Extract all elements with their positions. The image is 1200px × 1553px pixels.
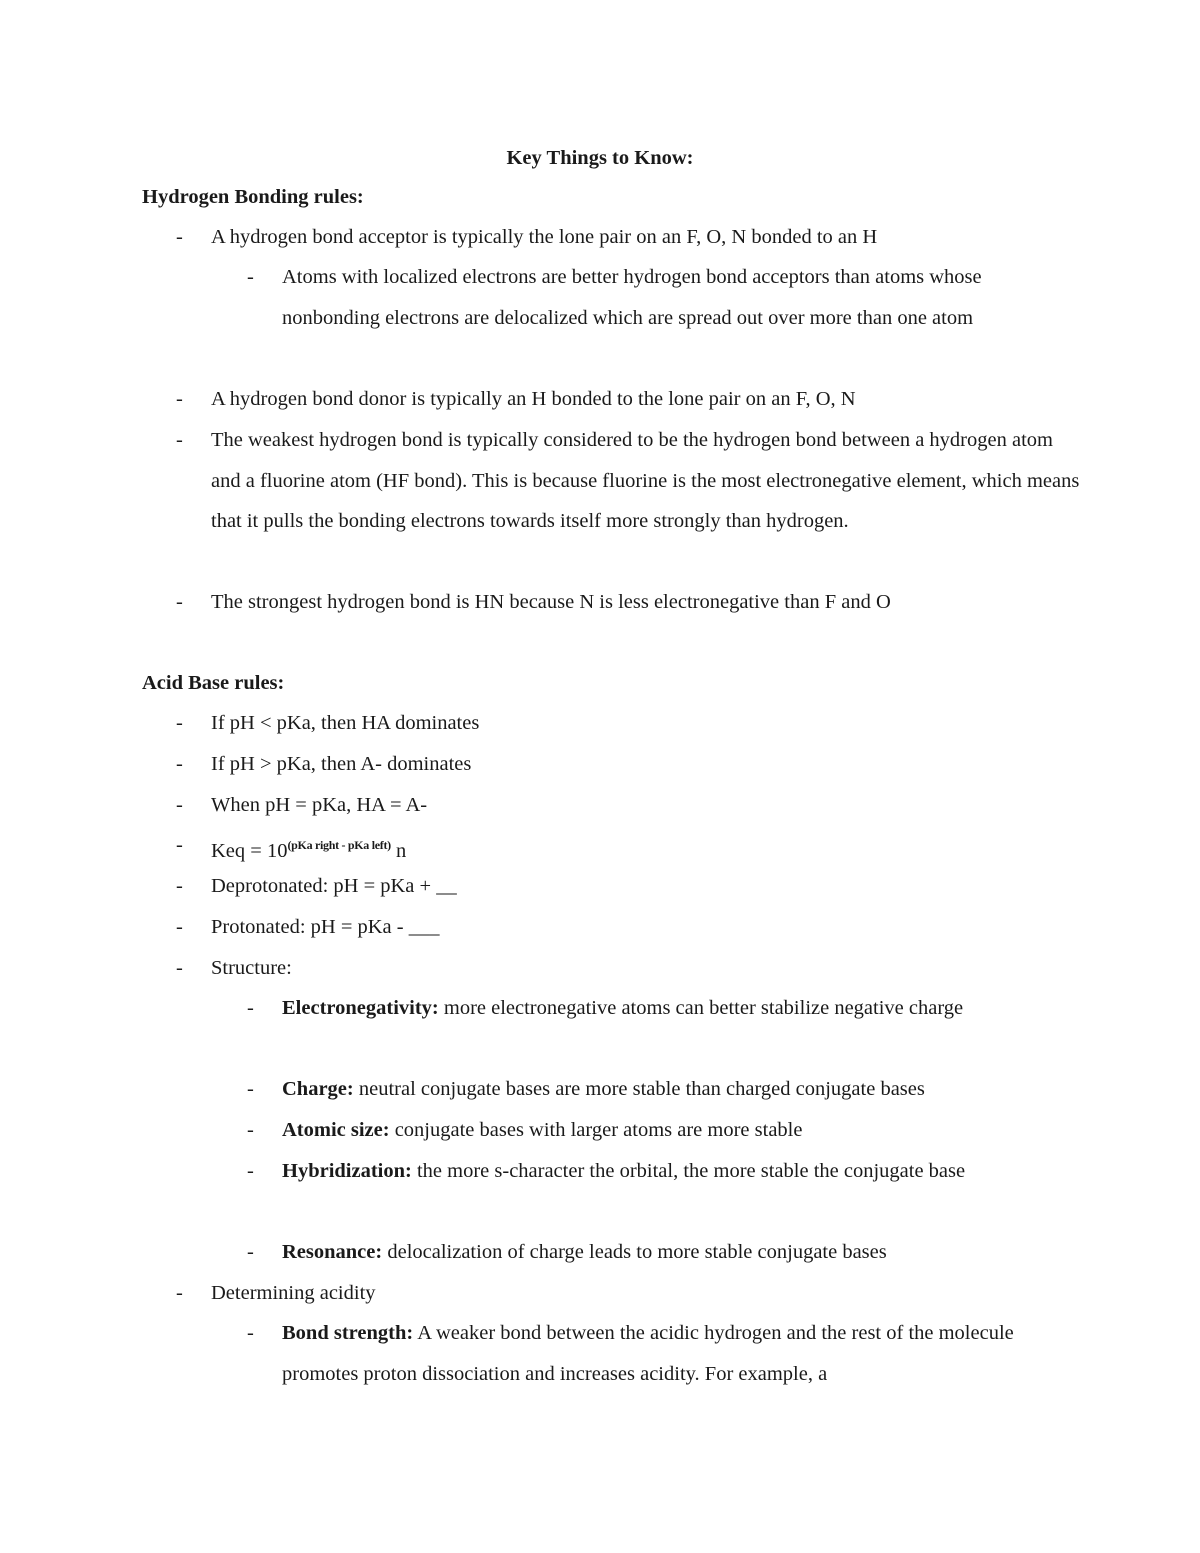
list-item: - If pH > pKa, then A- dominates <box>176 753 472 775</box>
list-item: - Determining acidity <box>176 1282 376 1304</box>
keq-formula: - Keq = $10^{(pKa right - pKa left)}$ n <box>176 834 407 862</box>
list-item: - Structure: <box>176 957 292 979</box>
list-item: - When pH = pKa, HA = A- <box>176 794 428 816</box>
structure-item-hybridization: - Hybridization: the more s-character the orbital, the more stable the conjugate base <box>247 1160 966 1182</box>
structure-item-electronegativity: - Electronegativity: more electronegative atoms can better stabilize negative charge <box>247 997 964 1019</box>
list-item: - A hydrogen bond acceptor is typically the lone pair on an F, O, N bonded to an H <box>176 226 878 248</box>
list-item: - The strongest hydrogen bond is HN because N is less electronegative than F and O <box>176 591 891 613</box>
list-item: - A hydrogen bond donor is typically an H bonded to the lone pair on an F, O, N <box>176 388 856 410</box>
list-item: - Atoms with localized electrons are better hydrogen bond acceptors than atoms whose nonbonding electrons are delocalized which are spread out over more than one atom <box>247 266 982 329</box>
acid-base-heading: Acid Base rules: <box>142 672 285 694</box>
structure-item-resonance: - Resonance: delocalization of charge leads to more stable conjugate bases <box>247 1241 887 1263</box>
keq-exponent: (pKa right - pKa left) <box>287 838 391 852</box>
structure-item-charge: - Charge: neutral conjugate bases are more stable than charged conjugate bases <box>247 1078 925 1100</box>
list-item: - If pH < pKa, then HA dominates <box>176 712 480 734</box>
structure-item-atomic-size: - Atomic size: conjugate bases with larger atoms are more stable <box>247 1119 803 1141</box>
page-title: Key Things to Know: <box>506 147 694 169</box>
bond-strength-item: - Bond strength: A weaker bond between the acidic hydrogen and the rest of the molecule promotes proton dissociation and increases acidity. For example, a <box>247 1322 1014 1385</box>
hydrogen-bonding-heading: Hydrogen Bonding rules: <box>142 186 364 208</box>
list-item: - Deprotonated: pH = pKa + __ <box>176 875 457 897</box>
list-item: - Protonated: pH = pKa - ___ <box>176 916 440 938</box>
list-item: - The weakest hydrogen bond is typically considered to be the hydrogen bond between a hydrogen atom and a fluorine atom (HF bond). This is because fluorine is the most electronegative element, which means that it pulls the bonding electrons towards itself more strongly than hydrogen. <box>176 429 1080 533</box>
